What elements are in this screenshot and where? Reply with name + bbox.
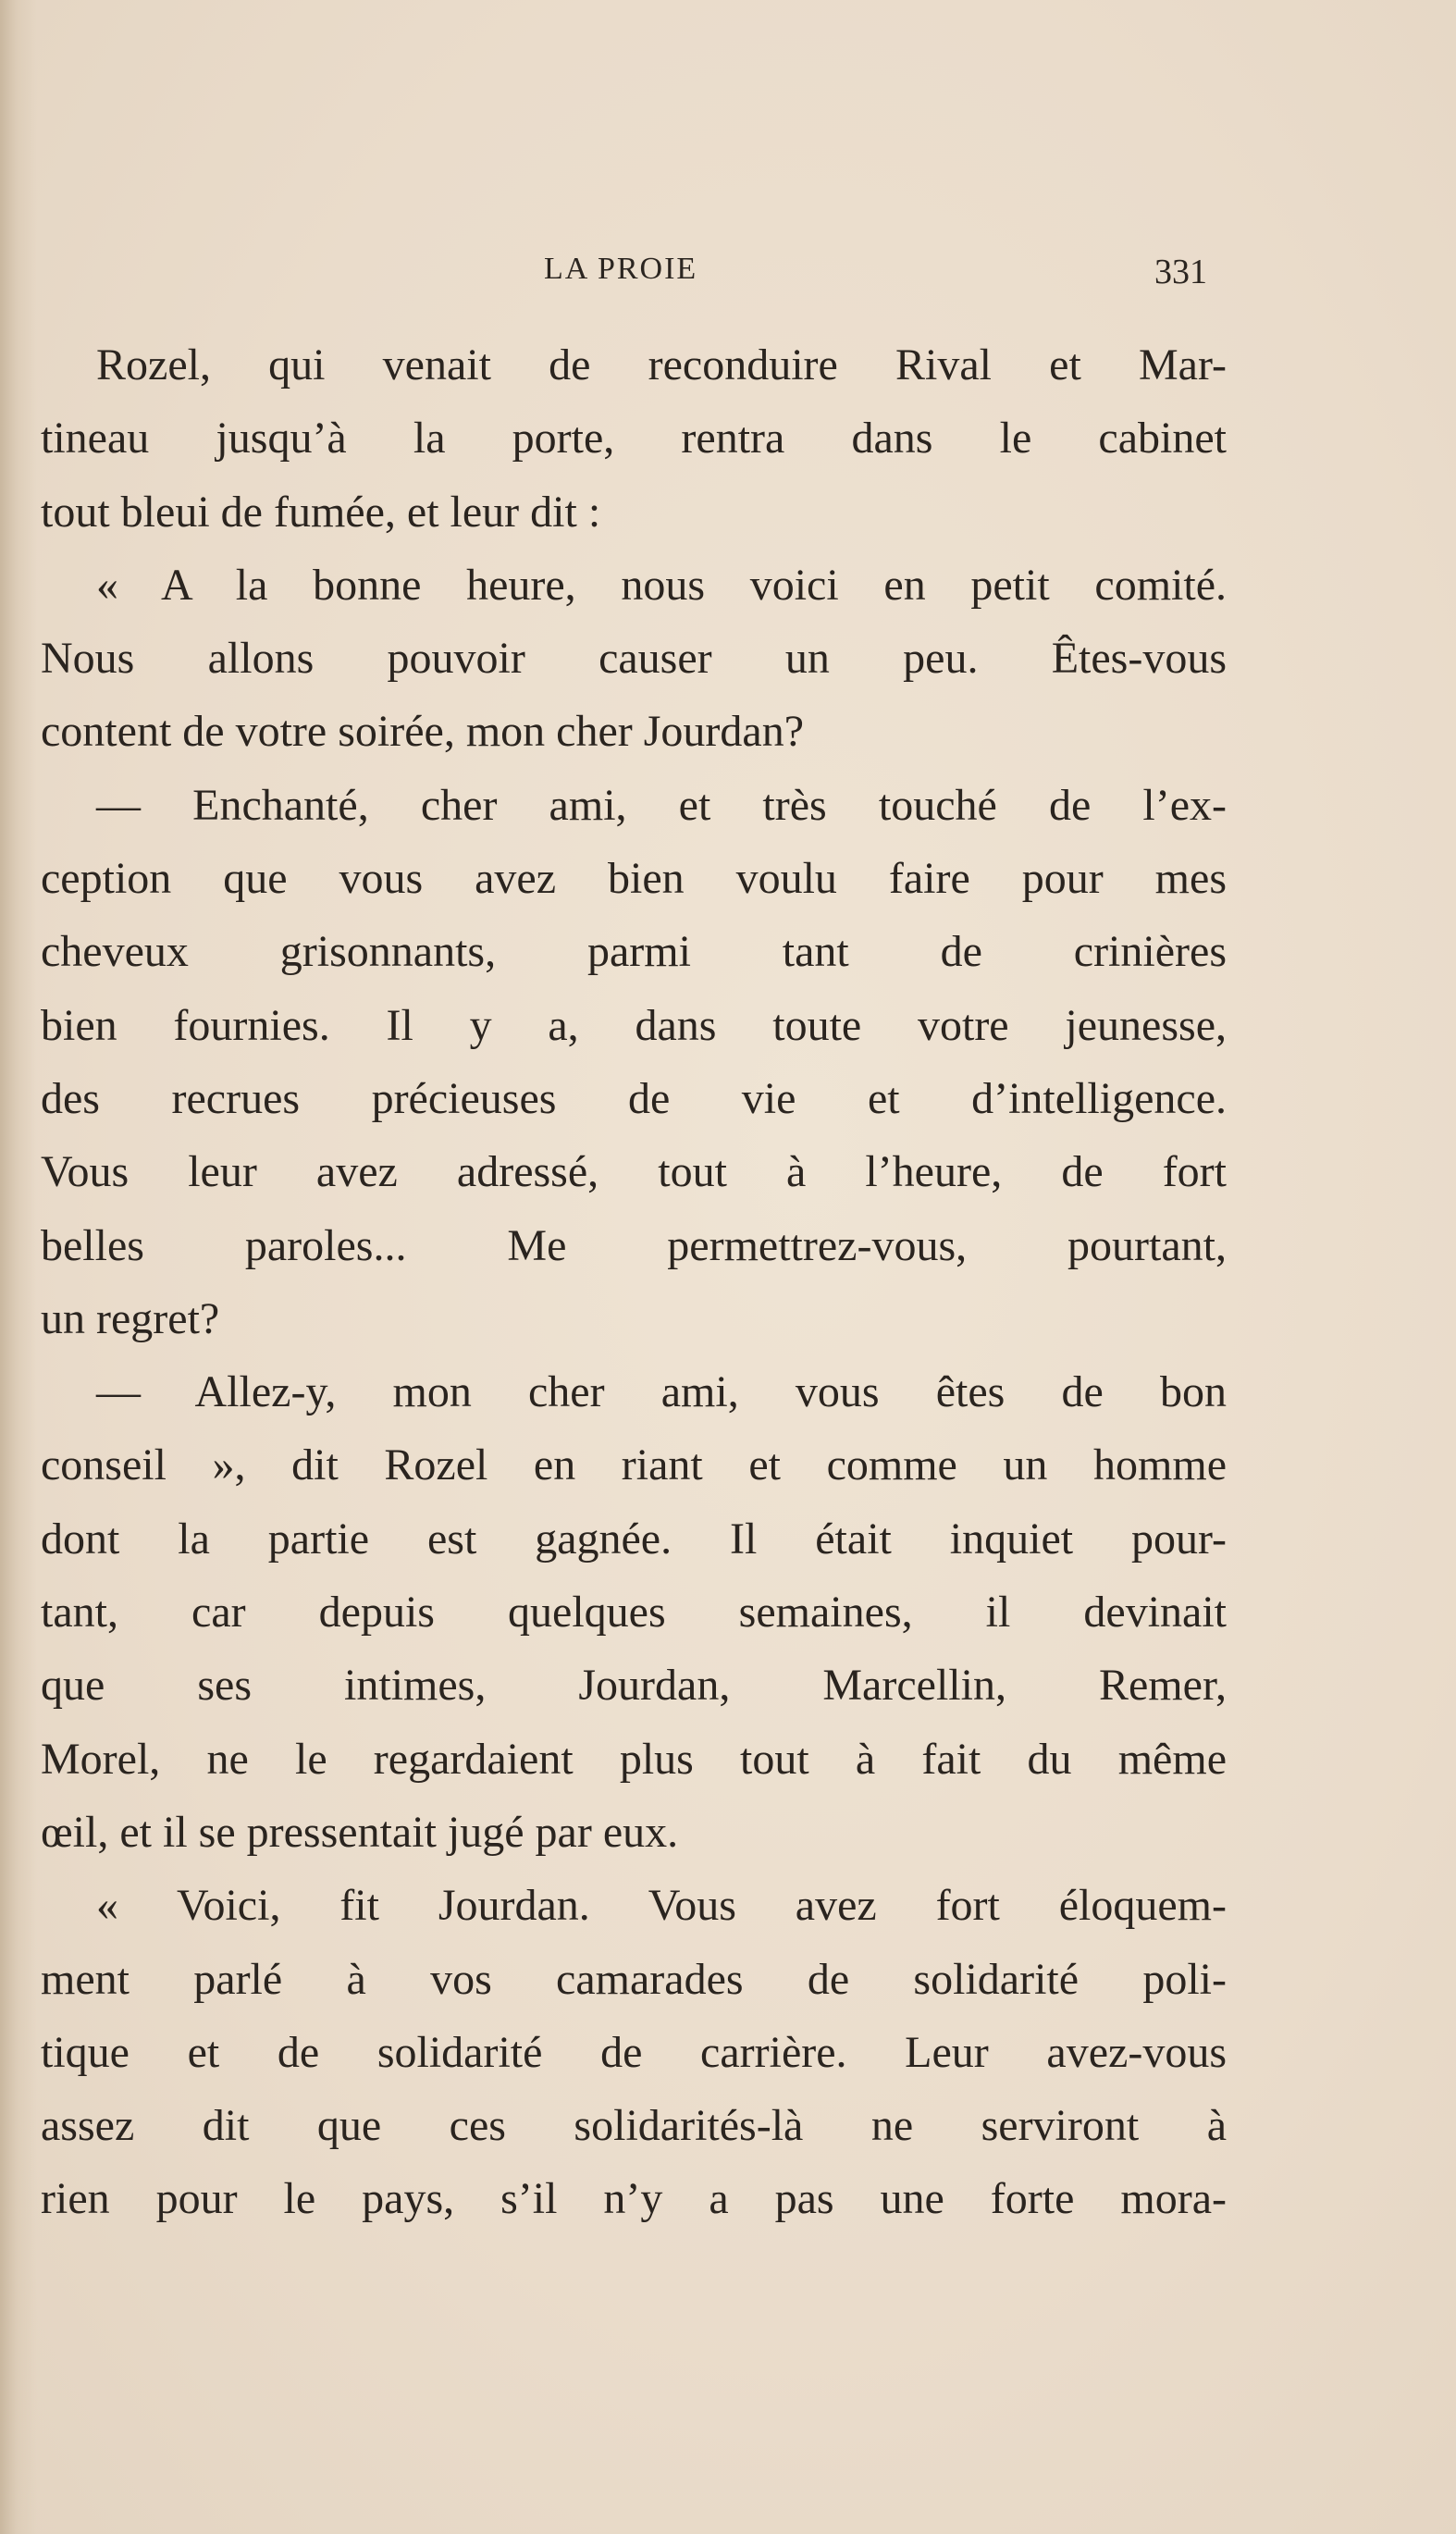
text-line: tique et de solidarité de carrière. Leur avez-vous bbox=[41, 2027, 1227, 2077]
text-line: tout bleui de fumée, et leur dit : bbox=[41, 487, 601, 537]
text-line: Rozel, qui venait de reconduire Rival et Mar- bbox=[96, 340, 1227, 389]
text-line: ception que vous avez bien voulu faire pour mes bbox=[41, 854, 1227, 904]
text-line: belles paroles... Me permettrez-vous, pourtant, bbox=[41, 1220, 1227, 1270]
text-line: « A la bonne heure, nous voici en petit comité. bbox=[96, 560, 1227, 610]
text-line: ment parlé à vos camarades de solidarité poli- bbox=[41, 1954, 1227, 2004]
text-line: — Enchanté, cher ami, et très touché de l’ex- bbox=[96, 780, 1227, 830]
text-line: dont la partie est gagnée. Il était inquiet pour- bbox=[41, 1514, 1227, 1564]
text-line: rien pour le pays, s’il n’y a pas une forte mora- bbox=[41, 2174, 1227, 2224]
running-title: LA PROIE bbox=[544, 252, 698, 286]
binding-shadow bbox=[0, 0, 37, 2534]
text-line: œil, et il se pressentait jugé par eux. bbox=[41, 1807, 679, 1857]
text-line: conseil », dit Rozel en riant et comme un homme bbox=[41, 1440, 1227, 1490]
page-number: 331 bbox=[1154, 253, 1207, 291]
text-line: bien fournies. Il y a, dans toute votre jeunesse, bbox=[41, 1000, 1227, 1050]
text-line: Nous allons pouvoir causer un peu. Êtes-vous bbox=[41, 634, 1227, 684]
text-line: tineau jusqu’à la porte, rentra dans le cabinet bbox=[41, 414, 1227, 464]
text-line: des recrues précieuses de vie et d’intelligence. bbox=[41, 1073, 1227, 1123]
text-line: Vous leur avez adressé, tout à l’heure, de fort bbox=[41, 1147, 1227, 1197]
text-line: — Allez-y, mon cher ami, vous êtes de bon bbox=[96, 1367, 1227, 1417]
text-line: Morel, ne le regardaient plus tout à fait du même bbox=[41, 1734, 1227, 1784]
text-line: « Voici, fit Jourdan. Vous avez fort éloquem- bbox=[96, 1881, 1227, 1931]
page-header bbox=[0, 252, 1456, 307]
text-line: cheveux grisonnants, parmi tant de crinières bbox=[41, 927, 1227, 977]
text-line: tant, car depuis quelques semaines, il devinait bbox=[41, 1588, 1227, 1638]
text-line: un regret? bbox=[41, 1293, 220, 1343]
text-line: que ses intimes, Jourdan, Marcellin, Remer, bbox=[41, 1661, 1227, 1711]
text-line: content de votre soirée, mon cher Jourdan? bbox=[41, 707, 805, 757]
text-line: assez dit que ces solidarités-là ne serviront à bbox=[41, 2101, 1227, 2151]
body-text bbox=[41, 328, 1227, 2236]
